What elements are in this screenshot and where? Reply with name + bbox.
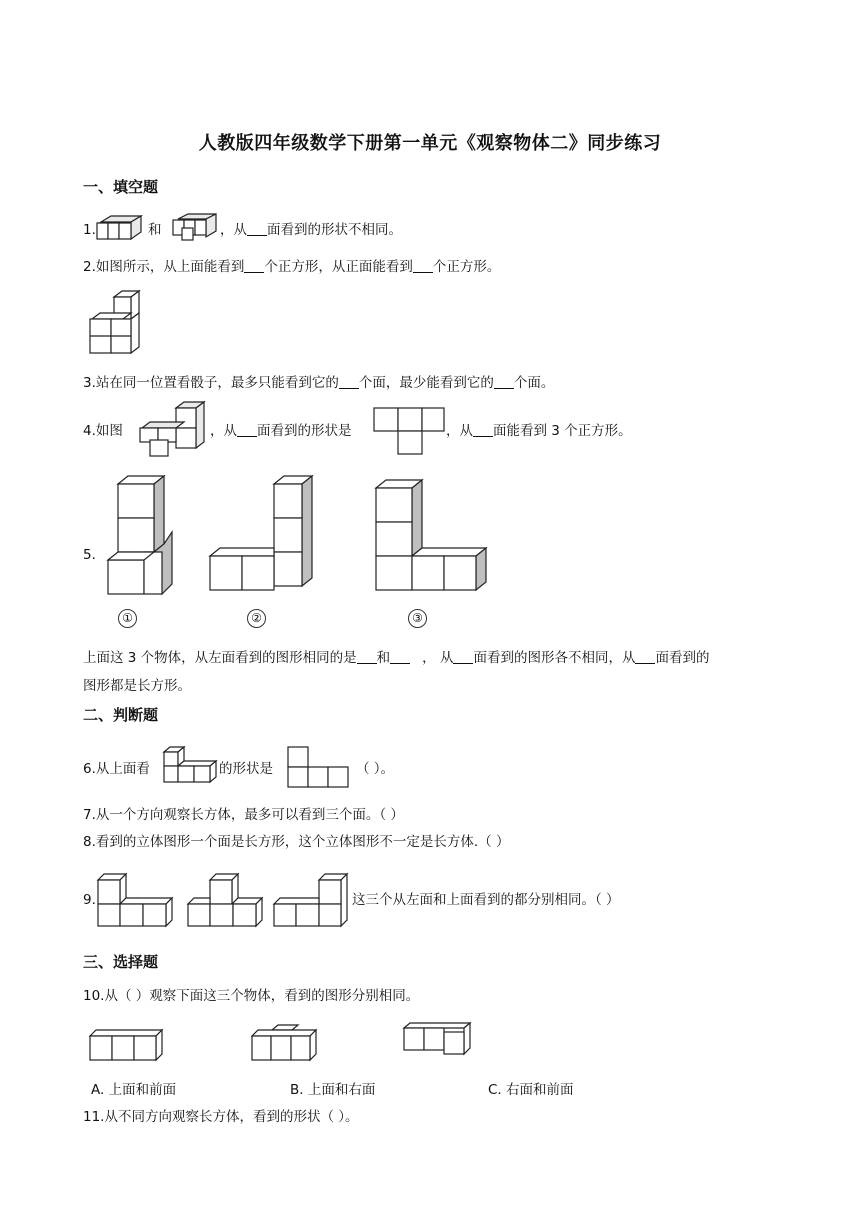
page-title: 人教版四年级数学下册第一单元《观察物体二》同步练习	[198, 133, 662, 154]
q6-cube-figure	[158, 744, 218, 786]
q2-cube-figure	[84, 289, 144, 357]
q3-text: 3.站在同一位置看骰子，最多只能看到它的 个面，最少能看到它的 个面。	[83, 375, 555, 391]
q5-blank-3[interactable]	[453, 649, 473, 664]
q7-text: 7.从一个方向观察长方体，最多可以看到三个面。（ ）	[83, 807, 404, 823]
q2-blank-2[interactable]	[413, 258, 433, 273]
q1-number: 1.	[83, 222, 96, 238]
q3-blank-1[interactable]	[339, 374, 359, 389]
q5-line-2: 图形都是长方形。	[83, 678, 191, 694]
q10-object-a	[86, 1028, 166, 1064]
q10-text: 10.从（ ）观察下面这三个物体，看到的图形分别相同。	[83, 988, 420, 1004]
q1-and: 和	[148, 222, 162, 238]
section-heading-choice: 三、选择题	[83, 953, 159, 971]
q4-text-a: 4.如图	[83, 423, 123, 439]
q4-text-c: ，从 面能看到 3 个正方形。	[446, 423, 632, 439]
q3-blank-2[interactable]	[494, 374, 514, 389]
q4-view-shape	[372, 406, 446, 456]
q11-text: 11.从不同方向观察长方体，看到的形状（ ）。	[83, 1109, 359, 1125]
q1-figure-b	[170, 213, 220, 243]
q4-blank-1[interactable]	[237, 422, 257, 437]
q5-blank-4[interactable]	[635, 649, 655, 664]
q5-object-1	[104, 474, 176, 598]
q6-text-a: 6.从上面看	[83, 761, 150, 777]
q5-blank-1[interactable]	[357, 649, 377, 664]
q2-blank-1[interactable]	[244, 258, 264, 273]
q9-object-2	[184, 872, 266, 928]
section-heading-fill-blank: 一、填空题	[83, 178, 159, 196]
q10-object-c	[400, 1022, 474, 1058]
q5-object-2	[206, 474, 316, 598]
q6-view-shape	[286, 745, 352, 789]
q5-label-3: ③	[408, 609, 427, 628]
q2-text: 2.如图所示，从上面能看到 个正方形，从正面能看到 个正方形。	[83, 259, 501, 275]
q5-label-1: ①	[118, 609, 137, 628]
q4-text-b: ，从 面看到的形状是	[210, 423, 352, 439]
q6-text-c: （ ）。	[356, 761, 395, 777]
q4-blank-2[interactable]	[473, 422, 493, 437]
q6-text-b: 的形状是	[219, 761, 273, 777]
section-heading-true-false: 二、判断题	[83, 706, 159, 724]
q9-text: 这三个从左面和上面看到的都分别相同。（ ）	[352, 892, 620, 908]
q10-option-a[interactable]: A. 上面和前面	[91, 1082, 177, 1098]
q5-number: 5.	[83, 547, 96, 563]
q5-label-2: ②	[247, 609, 266, 628]
q9-object-3	[270, 872, 352, 928]
q4-cube-figure	[136, 400, 208, 458]
q1-figure-a	[95, 214, 143, 242]
q5-line-1: 上面这 3 个物体，从左面看到的图形相同的是 和 ， 从 面看到的图形各不相同，从 面看到的	[83, 650, 710, 666]
q10-object-b	[248, 1024, 320, 1064]
q9-object-1	[94, 872, 176, 928]
q5-blank-2[interactable]	[390, 649, 410, 664]
q1-text: ，从 面看到的形状不相同。	[220, 222, 402, 238]
q5-object-3	[372, 478, 492, 594]
q8-text: 8.看到的立体图形一个面是长方形，这个立体图形不一定是长方体.（ ）	[83, 834, 510, 850]
q1-blank[interactable]	[247, 221, 267, 236]
q9-number: 9.	[83, 892, 96, 908]
q10-option-c[interactable]: C. 右面和前面	[488, 1082, 574, 1098]
q10-option-b[interactable]: B. 上面和右面	[290, 1082, 376, 1098]
